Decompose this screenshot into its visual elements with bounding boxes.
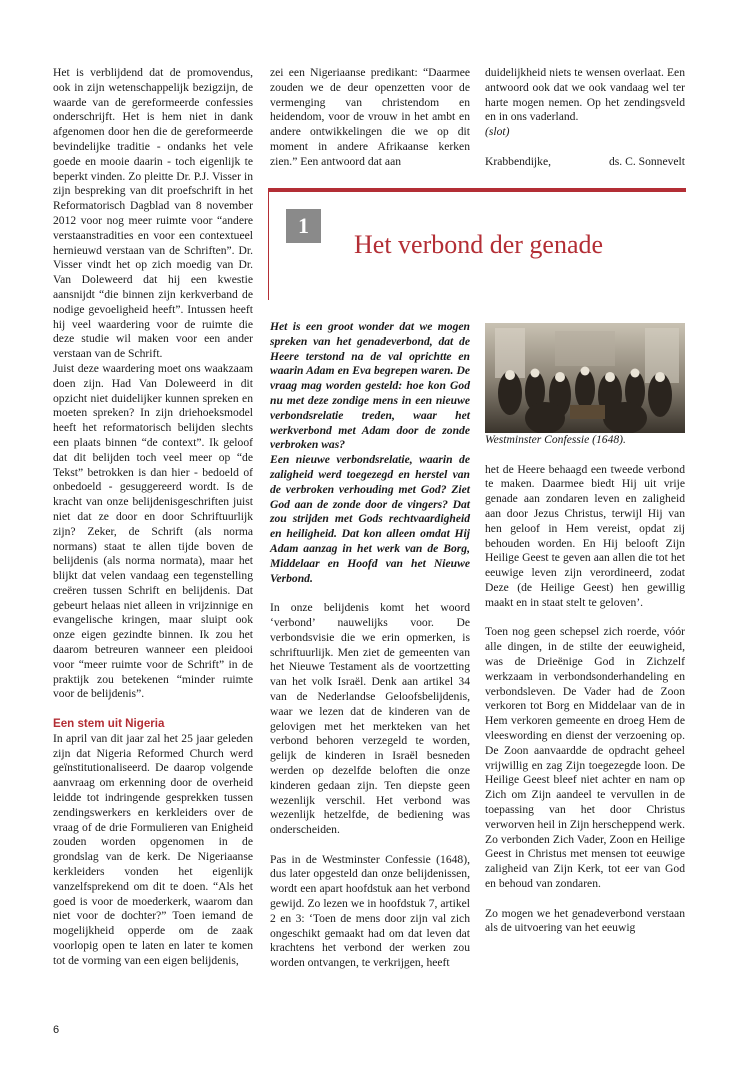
paragraph: In april van dit jaar zal het 25 jaar geleden zijn dat Nigeria Reformed Church werd geïnstitutionaliseerd. De daarop volgende aanvraag om erkenning door de overheid leidde tot indringende gesprekken tussen zendingswerkers en kerkleiders over de vraag of de drie Formulieren van Enigheid zouden worden opgenomen in de grondslag van de kerk. De Nigeriaanse kerkleiders vonden het eigenlijk vanzelfsprekend om dit te doen. “Als het goed is voor de moederkerk, waarom dan niet voor de dochter?” Toen iemand de mogelijkheid opperde om de zaak voorlopig open te laten en later te komen tot de vorming van een eigen belijdenis, [53, 731, 253, 967]
image-caption: Westminster Confessie (1648). [485, 433, 626, 446]
paragraph: zei een Nigeriaanse predikant: “Daarmee zouden we de deur openzetten voor de vermenging van christendom en heidendom, voor de vrouw in het ambt en andere ontwikkelingen die we op dit moment in andere Afrikaanse kerken zien.” Een antwoord dat aan [270, 66, 470, 168]
section-vertical-rule [268, 192, 269, 300]
signature-author: ds. C. Sonnevelt [608, 154, 685, 168]
section-rule [268, 188, 686, 192]
westminster-painting-image [485, 323, 685, 433]
paragraph: Pas in de Westminster Confessie (1648), dus later opgesteld dan onze belijdenissen, wordt een apart hoofdstuk aan het verbond gewijd. Zo lezen we in hoofdstuk 7, artikel 2 en 3: ‘Toen de mens door zijn val zich ongeschikt gemaakt had om dat leven dat krachtens het verbond der werken zou worden ontvangen, te verkrijgen, heeft [270, 852, 470, 970]
section-subheading: Een stem uit Nigeria [53, 717, 165, 731]
column-middle-top [270, 66, 470, 170]
column-left [53, 66, 253, 969]
section-title: Het verbond der genade [354, 230, 604, 259]
slot-note: (slot) [485, 125, 510, 139]
intro-paragraph: Het is een groot wonder dat we mogen spreken van het genadeverbond, dat de Heere terstond na de val oprichtte en waarin Adam en Eva begrepen waren. De vraag mag worden gesteld: hoe kon God nu met deze zondige mens in een nieuwe verbondsrelatie treden, waar het werkverbond met Adam door de zonde verbroken was? [270, 320, 470, 452]
paragraph: Juist deze waardering moet ons waakzaam doen zijn. Had Van Doleweerd in dit opzicht niet duidelijker kunnen spreken en moeten spreken? In zijn driehoeksmodel heeft het reformatorisch belijden slechts een plaats binnen “de context”. Ik geloof dat dit belijden toch veel meer op “de Tekst” betrokken is dan hier - bedoeld of onbedoeld - gesuggereerd wordt. Is de kracht van onze belijdenisgeschriften juist niet dat ze door en door Schriftuurlijk zijn? Zeker, de Schrift (als norma normans) staat te allen tijde boven de belijdenis (als norma normata), maar het blijkt dat velen vandaag een tegenstelling creëren tussen Schrift en belijdenis. Dat gebeurt helaas niet alleen in vrijzinnige en evangelische kringen, maar sluipt ook onze eigen gezindte binnen. Ik zou het daarom betreuren wanneer een pleidooi voor “meer ruimte voor de Schrift” in de praktijk zou betekenen “minder ruimte voor de belijdenis”. [53, 361, 253, 701]
paragraph: Het is verblijdend dat de promovendus, ook in zijn wetenschappelijk bezigzijn, de waarde van de gereformeerde confessies onderschrijft. Het is hem niet in dank afgenomen door hen die de gereformeerde bevindelijke traditie - ondanks het vele goede en mooie daarin - toch eigenlijk te beperkt vinden. Zo pleitte Dr. P.J. Visser in zijn bespreking van dit proefschrift in het Reformatorisch Dagblad van 8 november 2012 voor nog meer ruimte voor “andere verstaanstradities en voor een contextueel hernieuwd verstaan van de Schriften”. Dr. Visser vindt het op zich moedig van Dr. Van Doleweerd dat hij een kwestie aansnijdt “die binnen zijn kerkverband de nodige gevoeligheid heeft”. Intussen heeft hij veel waardering voor de ruimte die deze studie wil maken voor een ander verstaan van de Schrift. [53, 66, 253, 361]
intro-paragraph: Een nieuwe verbondsrelatie, waarin de zaligheid werd toegezegd en herstel van de verbroken verhouding met God? Ziet God aan de zonde door de vingers? Dat zou strijden met Gods rechtvaardigheid en heiligheid. Dat kon alleen omdat Hij Adam aanzag in het werk van de Borg, Middelaar en Hoofd van het Nieuwe Verbond. [270, 453, 470, 585]
paragraph: In onze belijdenis komt het woord ‘verbond’ nauwelijks voor. De verbondsvisie die we erin opmerken, is schriftuurlijk. Men ziet de gemeenten van het Nieuwe Testament als de voortzetting van het volk Israël. Denk aan artikel 34 van de Nederlandse Geloofsbelijdenis, waar we lezen dat de kinderen van de gelovigen met het merkteken van het verbond behoren verzegeld te worden, gelijk de kinderen in Israël besneden werden op dezelfde beloften die onze kinderen gedaan zijn. Ten diepste geen wezenlijk verschil. Het verbond was wezenlijk hetzelfde, de bediening was onderscheiden. [270, 601, 470, 837]
page-number: 6 [53, 1024, 60, 1036]
column-right-top [485, 66, 685, 170]
signature-line [485, 155, 685, 170]
paragraph: duidelijkheid niets te wensen overlaat. Een antwoord ook dat we ook vandaag wel ter harte mogen nemen. Op het zendingsveld en in ons vaderland. [485, 66, 685, 124]
section-number-badge: 1 [286, 209, 321, 243]
column-right-body [485, 323, 685, 936]
signature-place: Krabbendijke, [485, 154, 551, 168]
column-middle-body [270, 320, 470, 971]
paragraph: het de Heere behaagd een tweede verbond te maken. Daarmee biedt Hij uit vrije genade aan zondaren leven en zaligheid aan door Jezus Christus, terwijl Hij van hen geloof in Hem vereist, opdat zij behouden worden. En Hij belooft Zijn Heilige Geest te geven aan allen die tot het eeuwige leven zijn verordineerd, zodat Deze (de Heilige Geest) hen gewillig maakt en in staat stelt te geloven’. [485, 462, 685, 609]
paragraph: Zo mogen we het genadeverbond verstaan als de uitvoering van het eeuwig [485, 906, 685, 935]
paragraph: Toen nog geen schepsel zich roerde, vóór alle dingen, in de stilte der eeuwigheid, was de Drieënige God in Zichzelf werkzaam in verbondsonderhandeling en verbondsleven. De Vader had de Zoon verkoren tot Borg en Middelaar van de in Hem verkoren gemeente en droeg Hem de vleeswording en dienst der verzoening op. De Zoon aanvaardde de opdracht geheel vrijwillig en zag Zijn toegezegde loon. De Heilige Geest bleef niet achter en nam op Zich om Zijn aandeel te vervullen in de toepassing van het door Christus verworven heil in Zijn herscheppend werk. Zo verbonden Zich Vader, Zoon en Heilige Geest in Christus met mensen tot eeuwige zaligheid van Zijn Kerk, tot eer van God en behoud van zondaren. [485, 625, 685, 890]
